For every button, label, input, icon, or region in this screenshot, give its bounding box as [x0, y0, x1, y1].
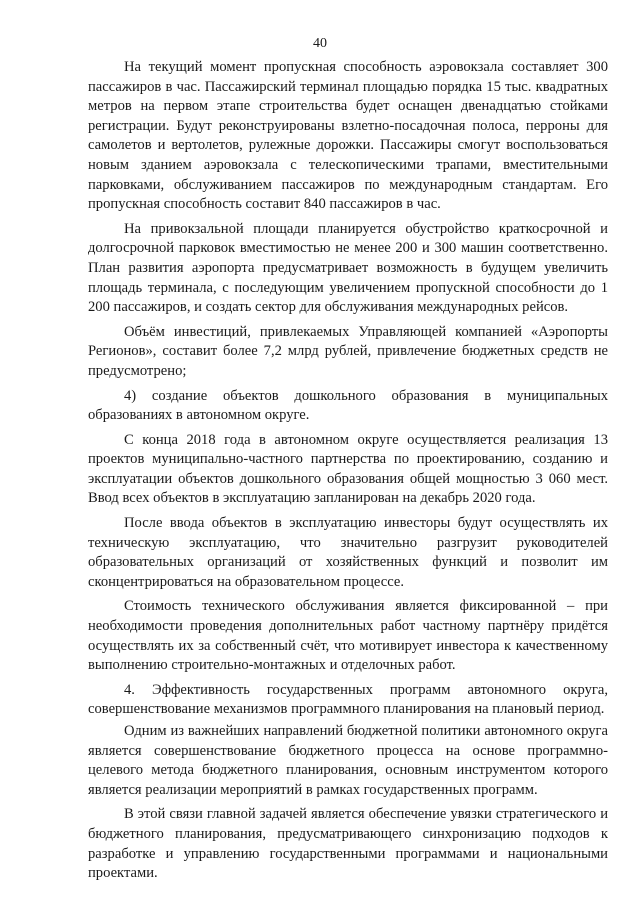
- section-heading-program-efficiency: 4. Эффективность государственных программ автономного округа, совершенствование механизмов программного планирования на плановый период.: [88, 681, 608, 718]
- paragraph-investors-operation: После ввода объектов в эксплуатацию инвесторы будут осуществлять их техническую эксплуатацию, что значительно разгрузит руководителей образовательных организаций от хозяйственных функций и позволит им сконцентрироваться на образовательном процессе.: [88, 515, 608, 590]
- paragraph-main-task: В этой связи главной задачей является обеспечение увязки стратегического и бюджетного планирования, предусматривающего синхронизацию подходов к разработке и управлению государственными программами и национальными проектами.: [88, 806, 608, 882]
- paragraph-station-square: На привокзальной площади планируется обустройство краткосрочной и долгосрочной парковок вместимостью не менее 200 и 300 машин соответственно. План развития аэропорта предусматривает возможность в будущем увеличить площадь терминала, с последующим увеличением пропускной способности до 1 200 пассажиров, и создать сектор для обслуживания международных рейсов.: [88, 220, 608, 316]
- document-body: [88, 58, 608, 889]
- paragraph-item-4-preschool: 4) создание объектов дошкольного образования в муниципальных образованиях в автономном округе.: [88, 387, 608, 424]
- paragraph-mcp-projects: С конца 2018 года в автономном округе осуществляется реализация 13 проектов муниципально-частного партнерства по проектированию, созданию и эксплуатации объектов дошкольного образования общей мощностью 3 060 мест. Ввод всех объектов в эксплуатацию запланирован на декабрь 2020 года.: [88, 431, 608, 507]
- paragraph-budget-policy: Одним из важнейших направлений бюджетной политики автономного округа является совершенствование бюджетного процесса на основе программно-целевого метода бюджетного планирования, основным инструментом которого является реализации мероприятий в рамках государственных программ.: [88, 723, 608, 798]
- paragraph-airport-terminal: На текущий момент пропускная способность аэровокзала составляет 300 пассажиров в час. Пассажирский терминал площадью порядка 15 тыс. квадратных метров на первом этапе строительства будет оснащен двенадцатью стойками регистрации. Будут реконструированы взлетно-посадочная полоса, перроны для самолетов и вертолетов, рулежные дорожки. Пассажиры смогут воспользоваться новым зданием аэровокзала с телескопическими трапами, вместительными парковками, обслуживанием пассажиров по международным стандартам. Его пропускная способность составит 840 пассажиров в час.: [88, 59, 608, 213]
- paragraph-investment-volume: Объём инвестиций, привлекаемых Управляющей компанией «Аэропорты Регионов», составит более 7,2 млрд рублей, привлечение бюджетных средств не предусмотрено;: [88, 323, 608, 379]
- paragraph-maintenance-cost: Стоимость технического обслуживания является фиксированной – при необходимости проведения дополнительных работ частному партнёру придётся осуществлять их за собственный счёт, что мотивирует инвестора к качественному выполнению строительно-монтажных и отделочных работ.: [88, 598, 608, 674]
- page-number: 40: [313, 36, 327, 51]
